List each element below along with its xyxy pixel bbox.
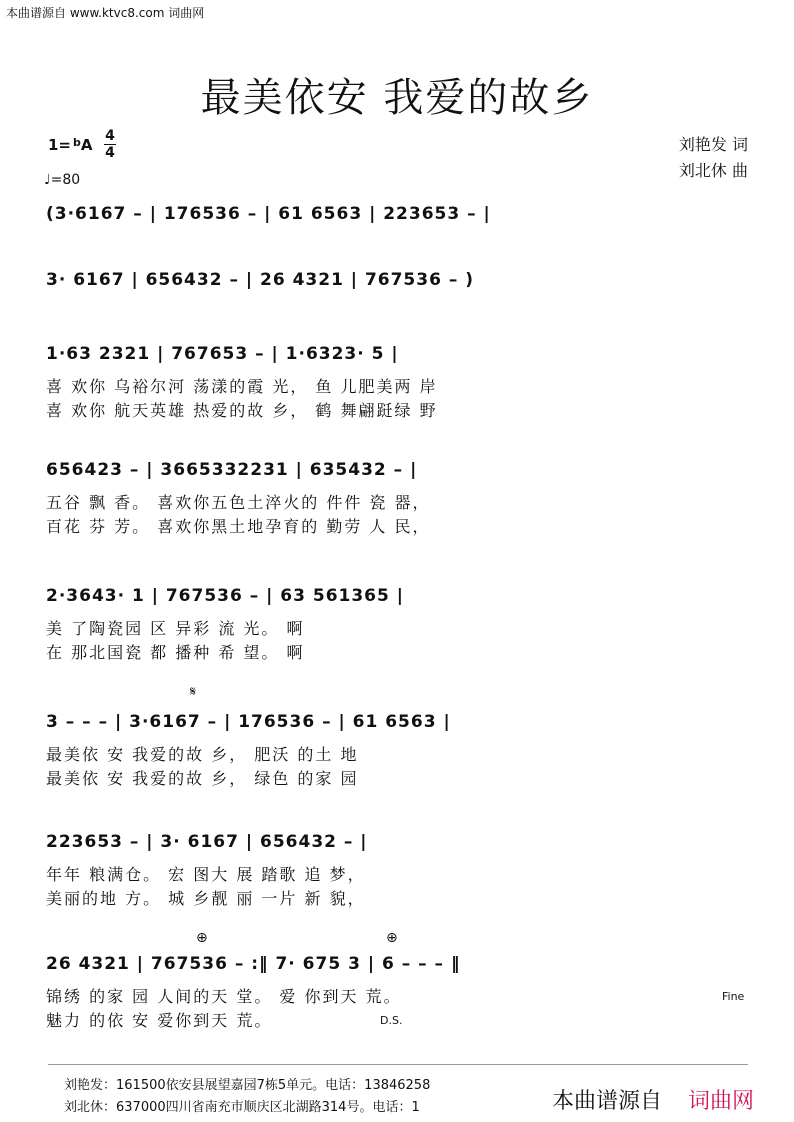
lyric-verse-1: 最美依 安 我爱的故 乡， 肥沃 的土 地 [46, 745, 359, 764]
row-notes: 2·3643· 1 | 767536 – | 63 561365 | [46, 586, 404, 606]
lyric-verse-1: 五谷 飘 香。 喜欢你五色土淬火的 件件 瓷 器， [46, 493, 431, 512]
key-flat: b [73, 136, 81, 149]
time-signature [104, 128, 116, 161]
tempo-value: =80 [50, 172, 81, 188]
tempo-mark [44, 172, 80, 188]
quarter-note-icon: ♩ [44, 172, 51, 188]
footer-address-composer: 刘北休：637000四川省南充市顺庆区北湖路314号。电话：1 [64, 1100, 420, 1115]
lyric-verse-2: 喜 欢你 航天英雄 热爱的故 乡， 鹤 舞翩跹绿 野 [46, 401, 438, 420]
row-notes: (3·6167 – | 176536 – | 61 6563 | 223653 – | [46, 204, 491, 224]
footer-address-lyricist: 刘艳发：161500依安县展望嘉园7栋5单元。电话：13846258 [64, 1078, 431, 1093]
lyric-verse-1: 锦绣 的家 园 人间的天 堂。 爱 你到天 荒。 [46, 987, 402, 1006]
source-header: 本曲谱源自 www.ktvc8.com 词曲网 [6, 6, 205, 20]
lyric-verse-2: 在 那北国瓷 都 播种 希 望。 啊 [46, 643, 305, 662]
meter-top: 4 [105, 128, 115, 144]
ds-mark: D.S. [380, 1014, 403, 1027]
brand-right: 词曲网 [688, 1089, 755, 1114]
lyric-verse-2: 魅力 的依 安 爱你到天 荒。 [46, 1011, 273, 1030]
row-notes: 656423 – | 3665332231 | 635432 – | [46, 460, 418, 480]
footer-divider [48, 1064, 748, 1065]
row-notes: 26 4321 | 767536 – :‖ 7· 675 3 | 6 – – – ‖ [46, 954, 461, 974]
row-notes: 3 – – – | 3·6167 – | 176536 – | 61 6563 | [46, 712, 451, 732]
lyric-verse-2: 最美依 安 我爱的故 乡， 绿色 的家 园 [46, 769, 359, 788]
brand-left: 本曲谱源自 [552, 1089, 663, 1114]
row-notes: 1·63 2321 | 767653 – | 1·6323· 5 | [46, 344, 399, 364]
composer-credit: 刘北休 曲 [678, 161, 748, 180]
row-notes: 3· 6167 | 656432 – | 26 4321 | 767536 – ) [46, 270, 475, 290]
row-notes: 223653 – | 3· 6167 | 656432 – | [46, 832, 368, 852]
fine-mark: Fine [722, 990, 745, 1003]
coda-icon: ⊕ [196, 930, 208, 946]
meter-bottom: 4 [105, 145, 115, 161]
lyric-verse-1: 喜 欢你 乌裕尔河 荡漾的霞 光， 鱼 儿肥美两 岸 [46, 377, 438, 396]
lyric-verse-2: 美丽的地 方。 城 乡靓 丽 一片 新 貌， [46, 889, 366, 908]
key-signature [48, 136, 93, 154]
lyric-verse-1: 年年 粮满仓。 宏 图大 展 踏歌 追 梦， [46, 865, 366, 884]
page-title: 最美依安 我爱的故乡 [200, 75, 594, 121]
key-prefix: 1= [48, 136, 72, 154]
lyricist-credit: 刘艳发 词 [678, 135, 748, 154]
segno-icon: 𝄋 [190, 684, 197, 700]
coda-icon: ⊕ [386, 930, 398, 946]
key-letter: A [80, 136, 93, 154]
lyric-verse-1: 美 了陶瓷园 区 异彩 流 光。 啊 [46, 619, 305, 638]
lyric-verse-2: 百花 芬 芳。 喜欢你黑土地孕育的 勤劳 人 民， [46, 517, 431, 536]
